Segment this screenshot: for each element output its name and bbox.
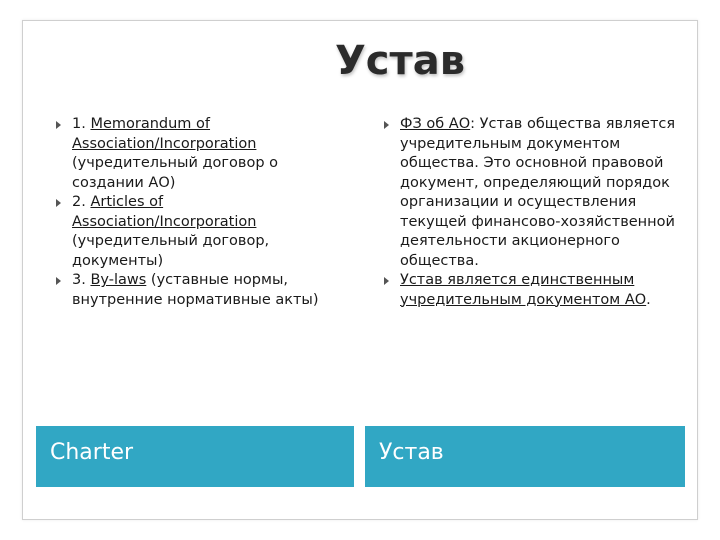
item-text: (учредительный договор, документы) xyxy=(72,233,270,269)
item-prefix: 3. xyxy=(72,272,91,288)
left-column xyxy=(52,115,352,310)
triangle-bullet-icon xyxy=(384,121,389,129)
item-link[interactable]: By-laws xyxy=(90,272,147,288)
list-item xyxy=(380,271,690,310)
item-prefix: 2. xyxy=(72,194,91,210)
triangle-bullet-icon xyxy=(56,199,61,207)
slide-title: Устав xyxy=(334,38,466,84)
item-text: (учредительный договор о создании АО) xyxy=(72,155,279,191)
right-column xyxy=(380,115,690,310)
item-link[interactable]: Articles of Association/Incorporation xyxy=(72,194,257,230)
item-link[interactable]: Устав является единственным учредительным документом АО xyxy=(400,272,647,308)
item-prefix: 1. xyxy=(72,116,91,132)
item-text: (уставные нормы, внутренние нормативные акты) xyxy=(72,272,319,308)
list-item xyxy=(52,271,352,310)
list-item xyxy=(52,193,352,271)
item-text: : Устав общества является учредительным документом общества. Это основной правовой документ, определяющий порядок организации и осуществления текущей финансово-хозяйственной деятельности акционерного общества. xyxy=(400,116,676,269)
item-link[interactable]: ФЗ об АО xyxy=(400,116,471,132)
item-text: . xyxy=(646,291,651,308)
triangle-bullet-icon xyxy=(384,277,389,285)
triangle-bullet-icon xyxy=(56,277,61,285)
list-item xyxy=(52,115,352,193)
list-item xyxy=(380,115,690,271)
item-link[interactable]: Memorandum of Association/Incorporation xyxy=(72,116,257,152)
charter-band: Charter xyxy=(36,426,354,487)
triangle-bullet-icon xyxy=(56,121,61,129)
ustav-band: Устав xyxy=(365,426,685,487)
